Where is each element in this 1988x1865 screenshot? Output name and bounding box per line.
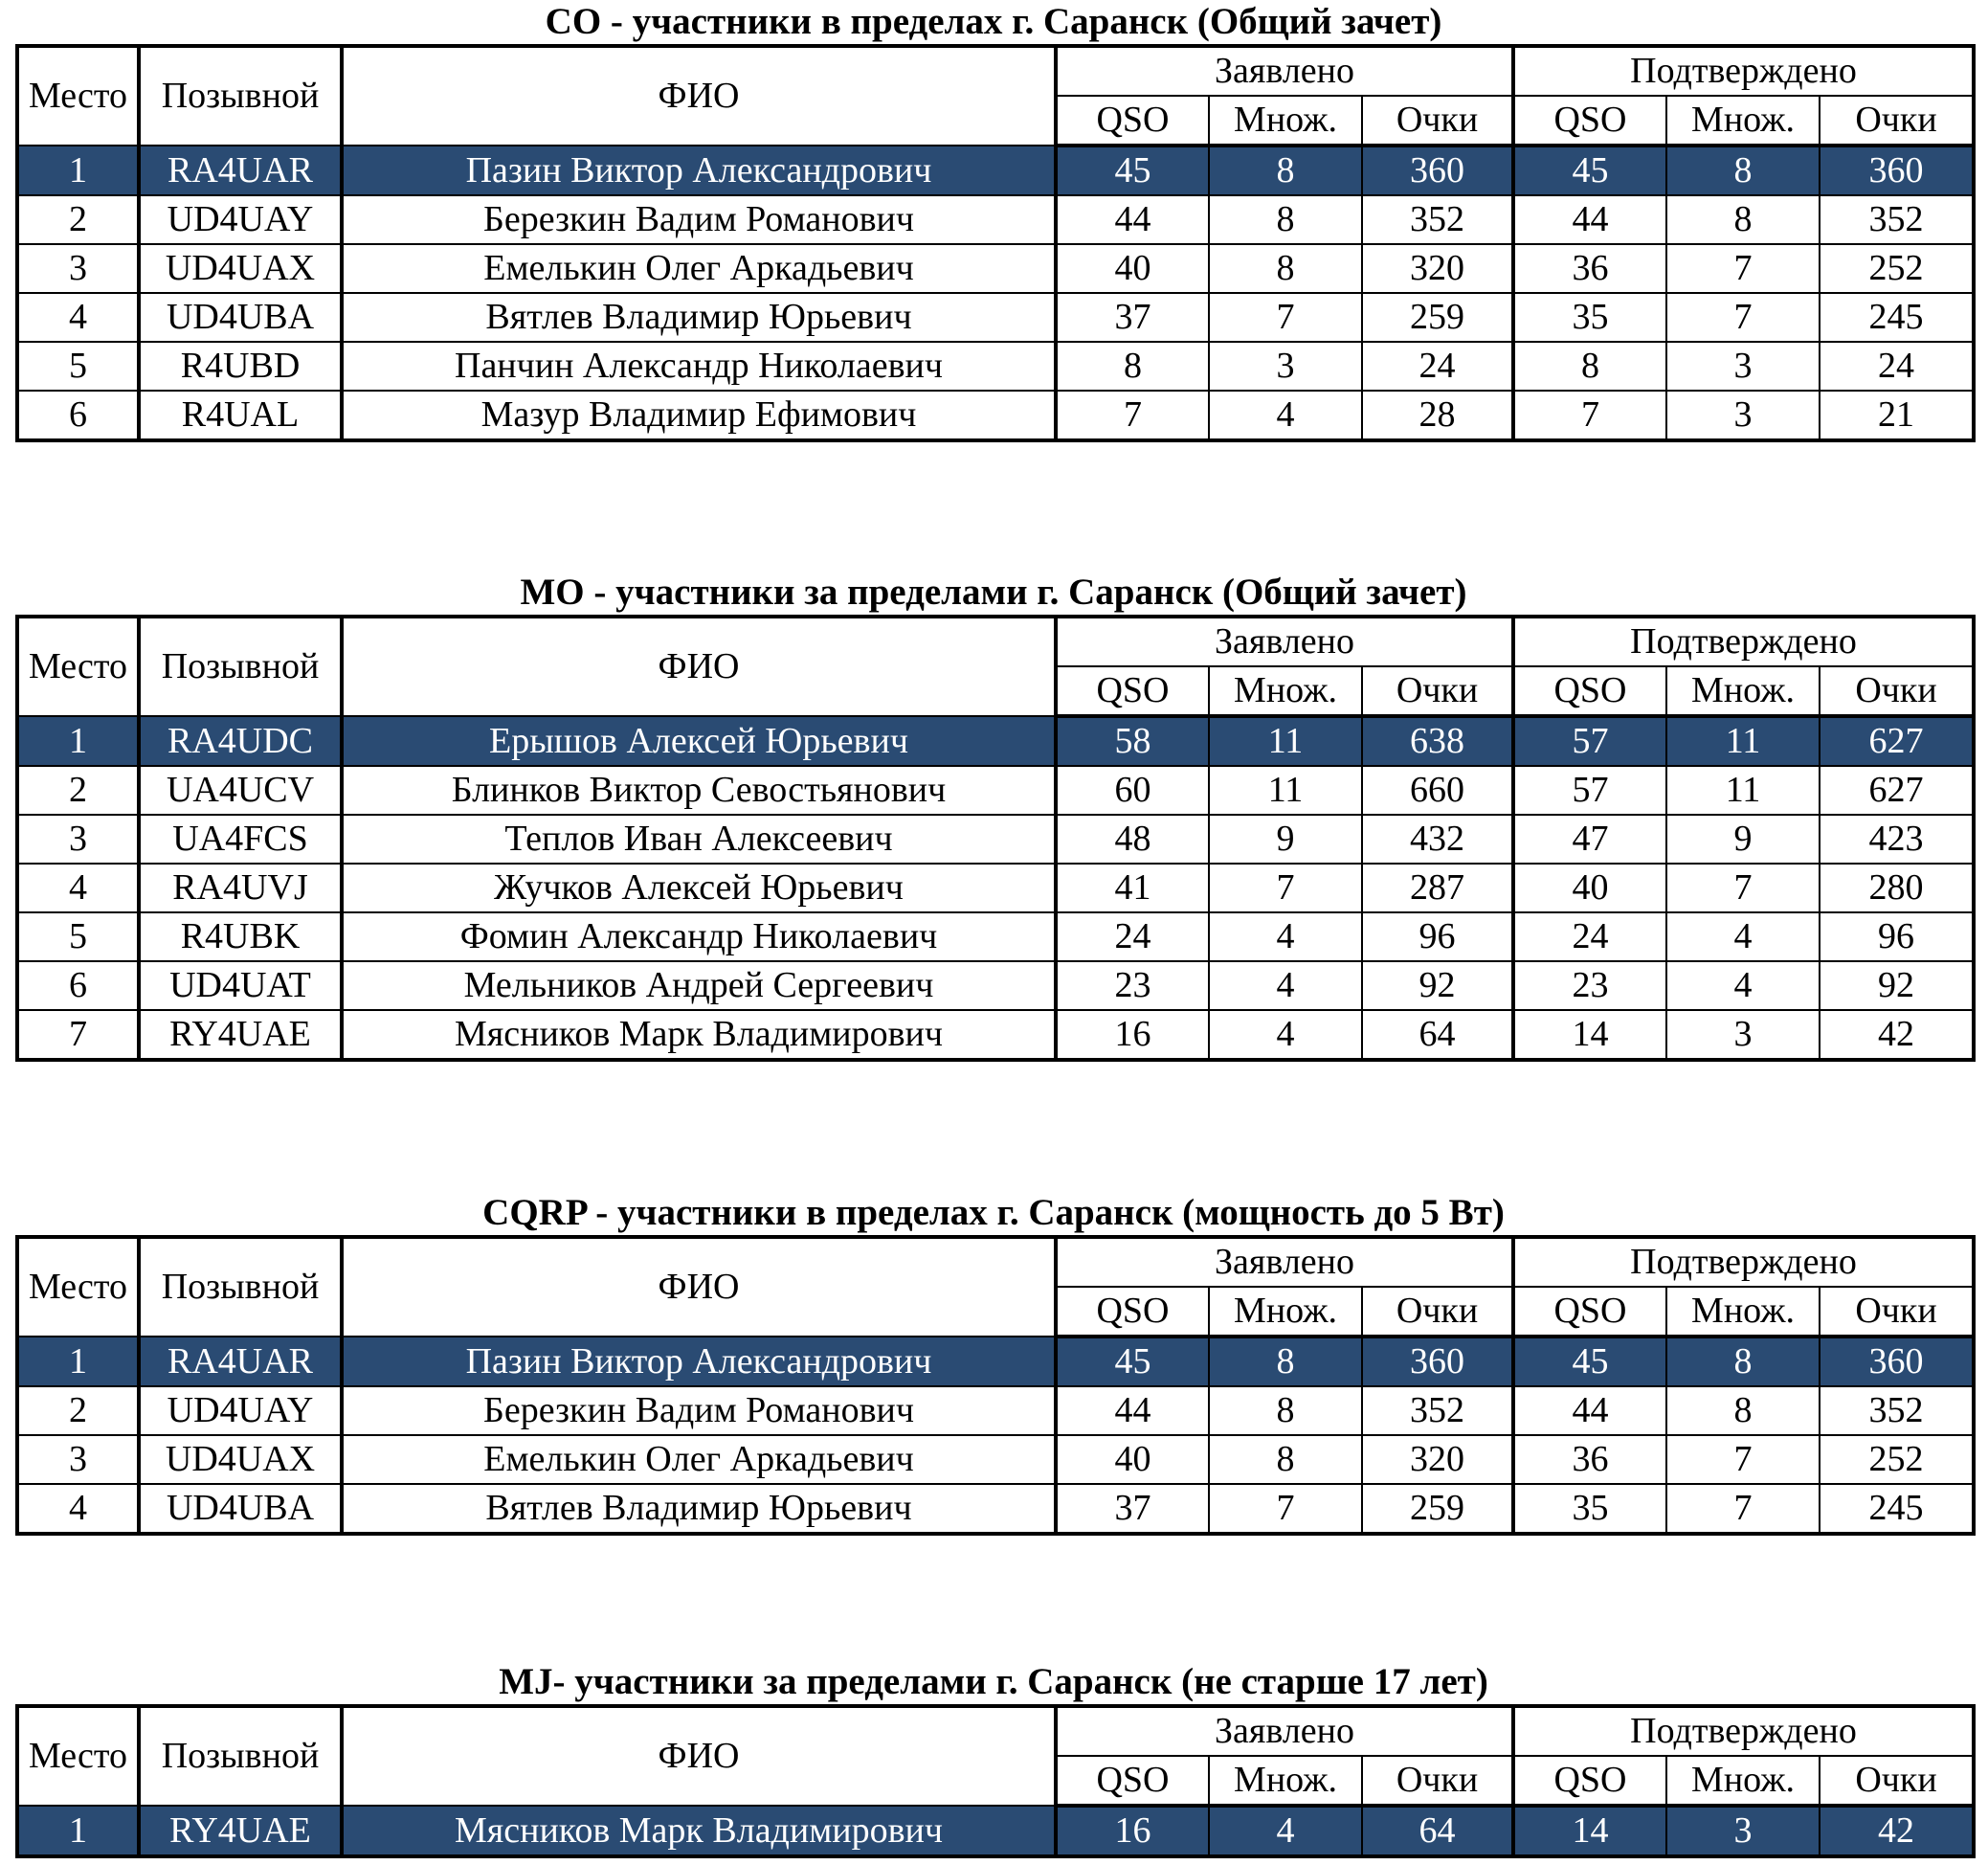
- header-claimed-points: Очки: [1362, 96, 1513, 146]
- cell-claimed-qso: 58: [1056, 716, 1209, 766]
- cell-claimed-qso: 8: [1056, 342, 1209, 391]
- header-name: ФИО: [342, 1706, 1056, 1806]
- cell-claimed-mult: 4: [1209, 912, 1362, 961]
- cell-confirmed-points: 92: [1820, 961, 1974, 1010]
- table-row: [17, 1435, 1974, 1484]
- header-claimed-mult: Множ.: [1209, 1287, 1362, 1337]
- cell-claimed-points: 432: [1362, 815, 1513, 864]
- cell-confirmed-qso: 8: [1513, 342, 1666, 391]
- cell-name: Вятлев Владимир Юрьевич: [342, 1484, 1056, 1534]
- cell-callsign: RA4UAR: [139, 1337, 342, 1386]
- cell-claimed-qso: 24: [1056, 912, 1209, 961]
- cell-confirmed-mult: 11: [1666, 716, 1820, 766]
- header-claimed-mult: Множ.: [1209, 96, 1362, 146]
- cell-claimed-mult: 7: [1209, 1484, 1362, 1534]
- cell-claimed-points: 64: [1362, 1806, 1513, 1856]
- cell-claimed-points: 360: [1362, 146, 1513, 195]
- cell-claimed-qso: 45: [1056, 1337, 1209, 1386]
- cell-callsign: RA4UVJ: [139, 864, 342, 912]
- table-row: [17, 1484, 1974, 1534]
- cell-confirmed-mult: 8: [1666, 1386, 1820, 1435]
- cell-place: 4: [17, 864, 139, 912]
- cell-confirmed-mult: 7: [1666, 293, 1820, 342]
- cell-claimed-qso: 44: [1056, 195, 1209, 244]
- table-row: [17, 391, 1974, 440]
- results-section: [15, 571, 1972, 1062]
- cell-confirmed-mult: 8: [1666, 195, 1820, 244]
- table-row: [17, 766, 1974, 815]
- header-confirmed-points: Очки: [1820, 1756, 1974, 1806]
- cell-confirmed-mult: 7: [1666, 244, 1820, 293]
- cell-claimed-mult: 8: [1209, 146, 1362, 195]
- cell-callsign: UD4UAY: [139, 195, 342, 244]
- cell-claimed-mult: 8: [1209, 195, 1362, 244]
- table-row: [17, 1806, 1974, 1856]
- cell-callsign: RY4UAE: [139, 1806, 342, 1856]
- cell-claimed-points: 259: [1362, 1484, 1513, 1534]
- cell-confirmed-qso: 14: [1513, 1806, 1666, 1856]
- cell-confirmed-points: 352: [1820, 195, 1974, 244]
- cell-name: Березкин Вадим Романович: [342, 1386, 1056, 1435]
- cell-claimed-mult: 7: [1209, 864, 1362, 912]
- cell-claimed-qso: 48: [1056, 815, 1209, 864]
- cell-callsign: UD4UAX: [139, 1435, 342, 1484]
- cell-confirmed-mult: 8: [1666, 1337, 1820, 1386]
- cell-name: Мельников Андрей Сергеевич: [342, 961, 1056, 1010]
- section-title: CO - участники в пределах г. Саранск (Общий зачет): [545, 1, 1442, 42]
- cell-place: 1: [17, 716, 139, 766]
- header-place: Место: [17, 1706, 139, 1806]
- cell-claimed-points: 96: [1362, 912, 1513, 961]
- cell-confirmed-points: 245: [1820, 1484, 1974, 1534]
- cell-place: 3: [17, 815, 139, 864]
- cell-name: Емелькин Олег Аркадьевич: [342, 244, 1056, 293]
- cell-claimed-points: 287: [1362, 864, 1513, 912]
- cell-confirmed-qso: 45: [1513, 1337, 1666, 1386]
- table-row: [17, 815, 1974, 864]
- table-row: [17, 146, 1974, 195]
- cell-claimed-points: 660: [1362, 766, 1513, 815]
- table-header: [17, 46, 1974, 146]
- cell-name: Теплов Иван Алексеевич: [342, 815, 1056, 864]
- cell-confirmed-points: 252: [1820, 1435, 1974, 1484]
- cell-confirmed-points: 24: [1820, 342, 1974, 391]
- cell-place: 3: [17, 244, 139, 293]
- table-row: [17, 1337, 1974, 1386]
- cell-confirmed-mult: 9: [1666, 815, 1820, 864]
- cell-claimed-qso: 37: [1056, 1484, 1209, 1534]
- cell-claimed-qso: 40: [1056, 1435, 1209, 1484]
- cell-name: Мазур Владимир Ефимович: [342, 391, 1056, 440]
- header-name: ФИО: [342, 46, 1056, 146]
- cell-callsign: UA4UCV: [139, 766, 342, 815]
- cell-confirmed-qso: 36: [1513, 1435, 1666, 1484]
- cell-place: 7: [17, 1010, 139, 1060]
- cell-confirmed-qso: 35: [1513, 293, 1666, 342]
- cell-claimed-mult: 4: [1209, 391, 1362, 440]
- cell-confirmed-qso: 47: [1513, 815, 1666, 864]
- cell-confirmed-qso: 35: [1513, 1484, 1666, 1534]
- cell-place: 2: [17, 1386, 139, 1435]
- table-row: [17, 912, 1974, 961]
- cell-claimed-qso: 23: [1056, 961, 1209, 1010]
- cell-claimed-points: 92: [1362, 961, 1513, 1010]
- cell-claimed-qso: 37: [1056, 293, 1209, 342]
- cell-confirmed-points: 42: [1820, 1806, 1974, 1856]
- cell-claimed-qso: 16: [1056, 1010, 1209, 1060]
- cell-claimed-points: 259: [1362, 293, 1513, 342]
- table-body: [17, 146, 1974, 440]
- header-callsign: Позывной: [139, 617, 342, 716]
- results-table: [15, 1704, 1976, 1858]
- cell-callsign: UD4UBA: [139, 293, 342, 342]
- header-confirmed: Подтверждено: [1513, 46, 1974, 96]
- cell-place: 2: [17, 766, 139, 815]
- cell-confirmed-qso: 57: [1513, 716, 1666, 766]
- header-callsign: Позывной: [139, 46, 342, 146]
- cell-claimed-points: 320: [1362, 1435, 1513, 1484]
- cell-claimed-mult: 4: [1209, 961, 1362, 1010]
- table-row: [17, 1386, 1974, 1435]
- cell-confirmed-points: 252: [1820, 244, 1974, 293]
- cell-confirmed-qso: 57: [1513, 766, 1666, 815]
- header-confirmed-qso: QSO: [1513, 96, 1666, 146]
- cell-callsign: UD4UBA: [139, 1484, 342, 1534]
- cell-claimed-mult: 4: [1209, 1806, 1362, 1856]
- cell-confirmed-qso: 23: [1513, 961, 1666, 1010]
- cell-place: 1: [17, 1806, 139, 1856]
- cell-confirmed-mult: 3: [1666, 391, 1820, 440]
- table-row: [17, 961, 1974, 1010]
- cell-confirmed-mult: 7: [1666, 1484, 1820, 1534]
- cell-claimed-mult: 8: [1209, 1386, 1362, 1435]
- cell-place: 5: [17, 342, 139, 391]
- cell-claimed-points: 352: [1362, 1386, 1513, 1435]
- cell-place: 2: [17, 195, 139, 244]
- cell-place: 1: [17, 146, 139, 195]
- cell-confirmed-qso: 14: [1513, 1010, 1666, 1060]
- cell-claimed-points: 28: [1362, 391, 1513, 440]
- header-row-groups: [17, 1237, 1974, 1287]
- header-claimed: Заявлено: [1056, 46, 1513, 96]
- cell-name: Вятлев Владимир Юрьевич: [342, 293, 1056, 342]
- cell-claimed-mult: 9: [1209, 815, 1362, 864]
- header-name: ФИО: [342, 617, 1056, 716]
- results-table: [15, 44, 1976, 442]
- header-confirmed-mult: Множ.: [1666, 1287, 1820, 1337]
- cell-confirmed-points: 360: [1820, 146, 1974, 195]
- cell-claimed-points: 360: [1362, 1337, 1513, 1386]
- cell-claimed-mult: 8: [1209, 1337, 1362, 1386]
- header-claimed-qso: QSO: [1056, 96, 1209, 146]
- cell-name: Мясников Марк Владимирович: [342, 1010, 1056, 1060]
- cell-callsign: UD4UAX: [139, 244, 342, 293]
- table-header: [17, 1706, 1974, 1806]
- results-section: [15, 1191, 1972, 1536]
- table-row: [17, 1010, 1974, 1060]
- cell-confirmed-points: 423: [1820, 815, 1974, 864]
- header-confirmed-qso: QSO: [1513, 1756, 1666, 1806]
- cell-confirmed-qso: 7: [1513, 391, 1666, 440]
- cell-confirmed-mult: 3: [1666, 342, 1820, 391]
- cell-confirmed-points: 96: [1820, 912, 1974, 961]
- cell-confirmed-points: 280: [1820, 864, 1974, 912]
- header-place: Место: [17, 46, 139, 146]
- cell-confirmed-points: 245: [1820, 293, 1974, 342]
- header-place: Место: [17, 617, 139, 716]
- cell-claimed-mult: 11: [1209, 766, 1362, 815]
- cell-claimed-qso: 40: [1056, 244, 1209, 293]
- table-row: [17, 293, 1974, 342]
- cell-place: 3: [17, 1435, 139, 1484]
- table-body: [17, 716, 1974, 1060]
- cell-callsign: RA4UDC: [139, 716, 342, 766]
- cell-callsign: RA4UAR: [139, 146, 342, 195]
- cell-name: Емелькин Олег Аркадьевич: [342, 1435, 1056, 1484]
- header-confirmed: Подтверждено: [1513, 1237, 1974, 1287]
- header-row-groups: [17, 617, 1974, 666]
- header-callsign: Позывной: [139, 1706, 342, 1806]
- header-claimed: Заявлено: [1056, 1706, 1513, 1756]
- cell-confirmed-mult: 11: [1666, 766, 1820, 815]
- cell-claimed-qso: 60: [1056, 766, 1209, 815]
- table-header: [17, 1237, 1974, 1337]
- section-title: CQRP - участники в пределах г. Саранск (мощность до 5 Вт): [482, 1192, 1505, 1233]
- cell-claimed-qso: 7: [1056, 391, 1209, 440]
- header-claimed: Заявлено: [1056, 1237, 1513, 1287]
- cell-confirmed-qso: 40: [1513, 864, 1666, 912]
- cell-claimed-qso: 45: [1056, 146, 1209, 195]
- cell-name: Блинков Виктор Севостьянович: [342, 766, 1056, 815]
- cell-claimed-mult: 4: [1209, 1010, 1362, 1060]
- cell-place: 4: [17, 293, 139, 342]
- cell-confirmed-points: 627: [1820, 766, 1974, 815]
- section-title: MJ- участники за пределами г. Саранск (не старше 17 лет): [499, 1661, 1488, 1702]
- cell-claimed-points: 320: [1362, 244, 1513, 293]
- cell-confirmed-qso: 24: [1513, 912, 1666, 961]
- cell-confirmed-qso: 36: [1513, 244, 1666, 293]
- cell-confirmed-mult: 7: [1666, 864, 1820, 912]
- cell-confirmed-mult: 8: [1666, 146, 1820, 195]
- results-table: [15, 615, 1976, 1062]
- cell-claimed-mult: 11: [1209, 716, 1362, 766]
- cell-callsign: RY4UAE: [139, 1010, 342, 1060]
- header-claimed-points: Очки: [1362, 1287, 1513, 1337]
- header-confirmed: Подтверждено: [1513, 1706, 1974, 1756]
- cell-callsign: R4UBK: [139, 912, 342, 961]
- cell-claimed-points: 24: [1362, 342, 1513, 391]
- cell-confirmed-mult: 3: [1666, 1806, 1820, 1856]
- cell-name: Пазин Виктор Александрович: [342, 146, 1056, 195]
- cell-confirmed-mult: 4: [1666, 912, 1820, 961]
- cell-place: 4: [17, 1484, 139, 1534]
- header-name: ФИО: [342, 1237, 1056, 1337]
- cell-confirmed-points: 360: [1820, 1337, 1974, 1386]
- table-row: [17, 195, 1974, 244]
- cell-place: 6: [17, 961, 139, 1010]
- table-body: [17, 1337, 1974, 1534]
- cell-name: Фомин Александр Николаевич: [342, 912, 1056, 961]
- cell-name: Ерышов Алексей Юрьевич: [342, 716, 1056, 766]
- cell-claimed-mult: 8: [1209, 244, 1362, 293]
- header-claimed-qso: QSO: [1056, 1287, 1209, 1337]
- cell-claimed-mult: 7: [1209, 293, 1362, 342]
- cell-place: 1: [17, 1337, 139, 1386]
- results-section: [15, 1660, 1972, 1858]
- header-confirmed: Подтверждено: [1513, 617, 1974, 666]
- cell-callsign: R4UBD: [139, 342, 342, 391]
- results-table: [15, 1235, 1976, 1536]
- header-claimed-qso: QSO: [1056, 666, 1209, 716]
- header-confirmed-mult: Множ.: [1666, 96, 1820, 146]
- cell-claimed-points: 352: [1362, 195, 1513, 244]
- cell-claimed-qso: 41: [1056, 864, 1209, 912]
- cell-name: Жучков Алексей Юрьевич: [342, 864, 1056, 912]
- cell-claimed-qso: 16: [1056, 1806, 1209, 1856]
- header-row-groups: [17, 46, 1974, 96]
- table-header: [17, 617, 1974, 716]
- cell-claimed-points: 638: [1362, 716, 1513, 766]
- table-body: [17, 1806, 1974, 1856]
- header-confirmed-mult: Множ.: [1666, 666, 1820, 716]
- header-confirmed-mult: Множ.: [1666, 1756, 1820, 1806]
- header-confirmed-qso: QSO: [1513, 1287, 1666, 1337]
- header-confirmed-points: Очки: [1820, 96, 1974, 146]
- table-row: [17, 864, 1974, 912]
- header-claimed-mult: Множ.: [1209, 666, 1362, 716]
- cell-name: Пазин Виктор Александрович: [342, 1337, 1056, 1386]
- cell-place: 5: [17, 912, 139, 961]
- cell-claimed-points: 64: [1362, 1010, 1513, 1060]
- cell-name: Мясников Марк Владимирович: [342, 1806, 1056, 1856]
- header-claimed-qso: QSO: [1056, 1756, 1209, 1806]
- cell-confirmed-points: 352: [1820, 1386, 1974, 1435]
- table-row: [17, 342, 1974, 391]
- table-row: [17, 716, 1974, 766]
- cell-confirmed-points: 42: [1820, 1010, 1974, 1060]
- header-row-groups: [17, 1706, 1974, 1756]
- header-claimed-points: Очки: [1362, 1756, 1513, 1806]
- header-callsign: Позывной: [139, 1237, 342, 1337]
- cell-confirmed-mult: 4: [1666, 961, 1820, 1010]
- header-claimed: Заявлено: [1056, 617, 1513, 666]
- header-claimed-points: Очки: [1362, 666, 1513, 716]
- results-section: [15, 0, 1972, 442]
- table-row: [17, 244, 1974, 293]
- cell-place: 6: [17, 391, 139, 440]
- section-title: MO - участники за пределами г. Саранск (Общий зачет): [520, 572, 1467, 613]
- cell-callsign: UD4UAT: [139, 961, 342, 1010]
- cell-claimed-qso: 44: [1056, 1386, 1209, 1435]
- header-confirmed-points: Очки: [1820, 666, 1974, 716]
- cell-confirmed-qso: 44: [1513, 195, 1666, 244]
- cell-callsign: R4UAL: [139, 391, 342, 440]
- cell-confirmed-mult: 3: [1666, 1010, 1820, 1060]
- cell-confirmed-qso: 44: [1513, 1386, 1666, 1435]
- cell-confirmed-points: 627: [1820, 716, 1974, 766]
- header-place: Место: [17, 1237, 139, 1337]
- cell-confirmed-qso: 45: [1513, 146, 1666, 195]
- header-confirmed-points: Очки: [1820, 1287, 1974, 1337]
- cell-callsign: UA4FCS: [139, 815, 342, 864]
- cell-callsign: UD4UAY: [139, 1386, 342, 1435]
- header-confirmed-qso: QSO: [1513, 666, 1666, 716]
- cell-name: Панчин Александр Николаевич: [342, 342, 1056, 391]
- cell-claimed-mult: 8: [1209, 1435, 1362, 1484]
- header-claimed-mult: Множ.: [1209, 1756, 1362, 1806]
- cell-confirmed-points: 21: [1820, 391, 1974, 440]
- cell-confirmed-mult: 7: [1666, 1435, 1820, 1484]
- cell-claimed-mult: 3: [1209, 342, 1362, 391]
- cell-name: Березкин Вадим Романович: [342, 195, 1056, 244]
